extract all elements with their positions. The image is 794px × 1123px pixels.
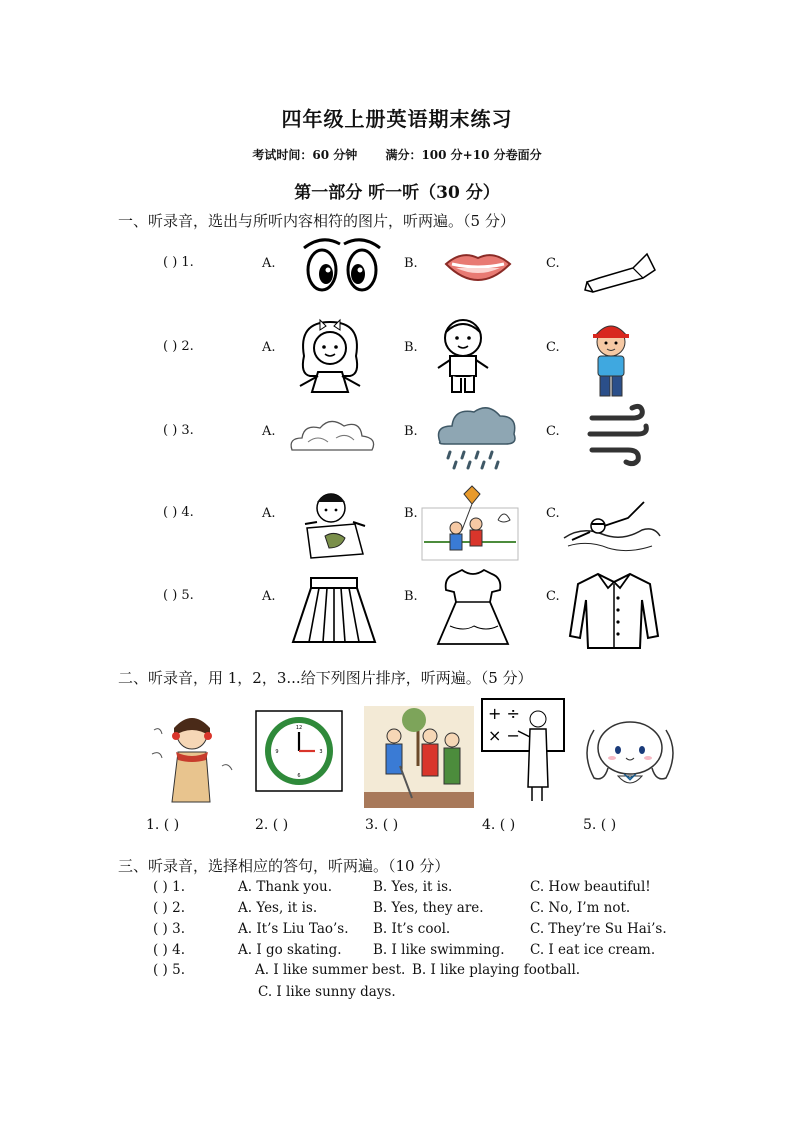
svg-text:+ ÷: + ÷ [488, 704, 520, 723]
s3-q2-num: ( ) 2. [153, 900, 185, 916]
bunny-icon [584, 712, 676, 792]
s3-q3-b: B. It’s cool. [373, 921, 451, 937]
q2-opt-c: C. [546, 340, 560, 355]
q5-bracket: ( ) 5. [163, 588, 194, 603]
s3-q3-num: ( ) 3. [153, 921, 185, 937]
q1-bracket: ( ) 1. [163, 255, 194, 270]
part-heading: 第一部分 听一听（30 分） [294, 183, 500, 203]
q4-opt-c: C. [546, 506, 560, 521]
s3-q5-a: A. I like summer best. [255, 962, 406, 978]
s3-q4-num: ( ) 4. [153, 942, 185, 958]
page-title: 四年级上册英语期末练习 [281, 107, 513, 131]
q3-opt-a: A. [262, 424, 276, 439]
drawing-icon [295, 488, 371, 560]
q5-opt-c: C. [546, 589, 560, 604]
dress-icon [434, 566, 512, 648]
cold-girl-icon [148, 706, 238, 806]
section2-heading: 二、听录音，用 1，2，3...给下列图片排序，听两遍。（5 分） [118, 669, 533, 687]
q4-opt-a: A. [262, 506, 276, 521]
svg-text:× −: × − [488, 726, 520, 745]
s3-q5-num: ( ) 5. [153, 962, 185, 978]
skirt-icon [289, 576, 379, 648]
order-label-2: 2. ( ) [255, 817, 289, 833]
svg-text:12: 12 [295, 725, 303, 731]
svg-text:3: 3 [319, 749, 323, 755]
q2-opt-b: B. [404, 340, 418, 355]
boy-icon [432, 316, 494, 396]
s3-q5-c: C. I like sunny days. [258, 984, 396, 1000]
q1-opt-c: C. [546, 256, 560, 271]
cloud-icon [288, 412, 378, 460]
mouth-icon [444, 248, 512, 282]
planting-trees-icon [364, 706, 474, 808]
s3-q1-b: B. Yes, it is. [373, 879, 453, 895]
order-label-5: 5. ( ) [583, 817, 617, 833]
exam-time: 考试时间：60 分钟 [252, 148, 358, 162]
order-label-4: 4. ( ) [482, 817, 516, 833]
exam-score: 满分：100 分+10 分卷面分 [385, 148, 542, 162]
girl-icon [290, 316, 370, 394]
teacher-board-icon [480, 697, 568, 803]
svg-text:6: 6 [297, 773, 301, 779]
s3-q4-c: C. I eat ice cream. [530, 942, 656, 958]
q1-opt-a: A. [262, 256, 276, 271]
svg-text:9: 9 [275, 749, 279, 755]
s3-q1-a: A. Thank you. [238, 879, 332, 895]
s3-q5-b: B. I like playing football. [412, 962, 581, 978]
s3-q3-c: C. They’re Su Hai’s. [530, 921, 667, 937]
q2-opt-a: A. [262, 340, 276, 355]
eyes-icon [300, 234, 385, 296]
s3-q2-a: A. Yes, it is. [238, 900, 318, 916]
swim-icon [562, 496, 662, 560]
q3-opt-c: C. [546, 424, 560, 439]
section1-heading: 一、听录音，选出与所听内容相符的图片，听两遍。（5 分） [118, 212, 515, 230]
s3-q4-b: B. I like swimming. [373, 942, 505, 958]
q4-opt-b: B. [404, 506, 418, 521]
q2-bracket: ( ) 2. [163, 339, 194, 354]
exam-info [0, 146, 794, 163]
q3-bracket: ( ) 3. [163, 423, 194, 438]
shirt-icon [568, 570, 660, 650]
rain-icon [434, 402, 518, 470]
boy-cap-icon [585, 316, 637, 400]
q4-bracket: ( ) 4. [163, 505, 194, 520]
q5-opt-b: B. [404, 589, 418, 604]
s3-q1-num: ( ) 1. [153, 879, 185, 895]
q5-opt-a: A. [262, 589, 276, 604]
s3-q2-c: C. No, I’m not. [530, 900, 631, 916]
clock-icon [255, 710, 343, 792]
s3-q2-b: B. Yes, they are. [373, 900, 484, 916]
kite-icon [422, 490, 518, 562]
s3-q3-a: A. It’s Liu Tao’s. [238, 921, 349, 937]
q3-opt-b: B. [404, 424, 418, 439]
order-label-3: 3. ( ) [365, 817, 399, 833]
s3-q1-c: C. How beautiful! [530, 879, 651, 895]
s3-q4-a: A. I go skating. [238, 942, 342, 958]
section3-heading: 三、听录音，选择相应的答句，听两遍。（10 分） [118, 857, 450, 875]
q1-opt-b: B. [404, 256, 418, 271]
order-label-1: 1. ( ) [146, 817, 180, 833]
wind-icon [588, 404, 650, 466]
arm-icon [585, 252, 657, 294]
